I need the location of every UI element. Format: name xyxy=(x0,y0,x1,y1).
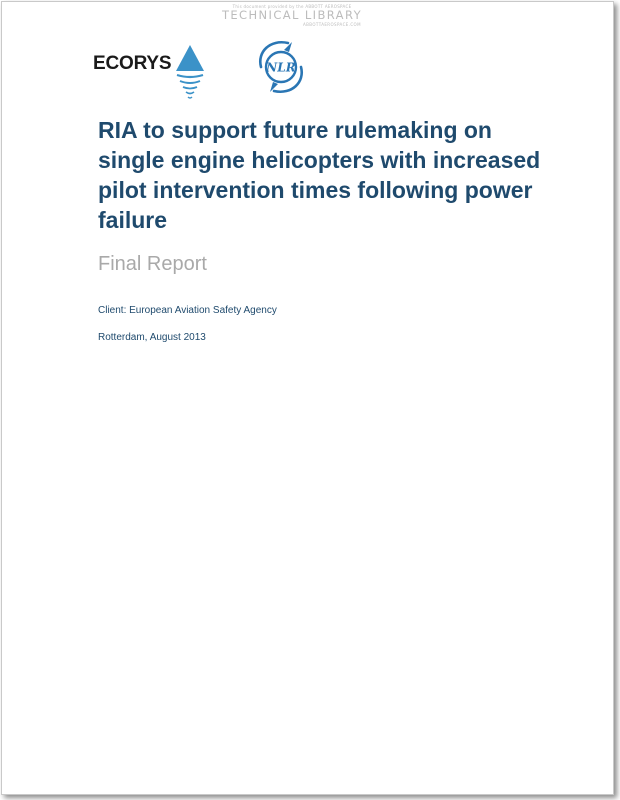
client-line: Client: European Aviation Safety Agency xyxy=(98,305,277,316)
nlr-emblem-icon xyxy=(248,35,314,97)
report-title: RIA to support future rulemaking on single engine helicopters with increased pilot intervention times following power failure xyxy=(98,117,541,233)
ecorys-logo xyxy=(93,40,213,102)
watermark-title: TECHNICAL LIBRARY xyxy=(221,8,363,22)
technical-library-watermark xyxy=(202,5,382,27)
watermark-provider-line: This document provided by the ABBOTT AEROSPACE xyxy=(232,4,352,9)
place-date-line: Rotterdam, August 2013 xyxy=(98,332,206,343)
nlr-logo xyxy=(248,35,314,97)
report-cover-page xyxy=(1,1,614,795)
ecorys-wordmark: ECORYS xyxy=(93,53,172,74)
nlr-wordmark: NLR xyxy=(266,60,296,75)
ecorys-triangle-icon xyxy=(175,43,205,101)
watermark-url: ABBOTTAEROSPACE.COM xyxy=(303,21,361,27)
report-subtitle: Final Report xyxy=(98,253,207,275)
